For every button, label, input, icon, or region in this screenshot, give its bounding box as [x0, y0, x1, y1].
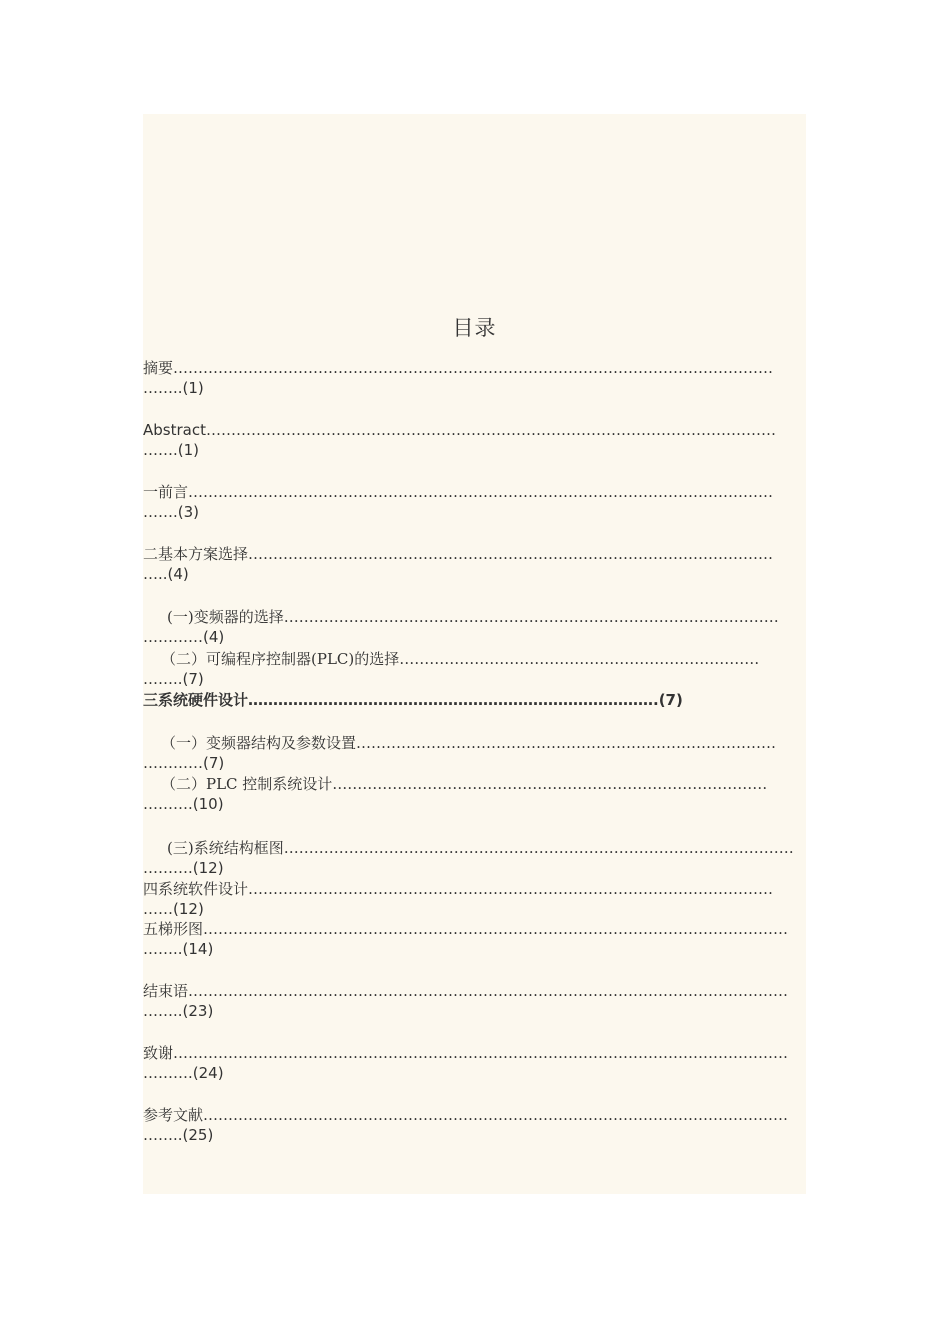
- toc-entry-inverter-structure[interactable]: [143, 733, 806, 773]
- toc-entry-inverter-selection[interactable]: [143, 607, 806, 647]
- toc-entry-label: 结束语…………………………………………………………………………………………………………: [143, 982, 789, 1000]
- toc-entry-page: ……..(25): [143, 1126, 214, 1144]
- toc-entry-page: …………(4): [143, 628, 225, 646]
- toc-entry-summary[interactable]: [143, 358, 806, 398]
- toc-entry-label: 四系统软件设计……………………………………………………………………………………………: [143, 880, 774, 898]
- toc-entry-page: ……..(23): [143, 1002, 214, 1020]
- toc-entry-label: 致谢……………………………………………………………………………………………………………: [143, 1044, 789, 1062]
- toc-entry-page: …………(7): [143, 754, 225, 772]
- toc-entry-page: ……….(24): [143, 1064, 224, 1082]
- toc-entry-label: 参考文献………………………………………………………………………………………………………: [143, 1106, 789, 1124]
- toc-entry-page: ……….(12): [143, 859, 224, 877]
- toc-entry-page: …….(3): [143, 503, 200, 521]
- toc-entry-preface[interactable]: [143, 482, 806, 522]
- toc-entry-label: （一）变频器结构及参数设置…………………………………………………………………………: [161, 734, 777, 752]
- toc-entry-ladder-diagram[interactable]: [143, 919, 806, 959]
- toc-entry-plc-control-design[interactable]: [143, 774, 806, 814]
- toc-entry-page: ……..(7): [143, 670, 204, 688]
- toc-entry-references[interactable]: [143, 1105, 806, 1145]
- toc-entry-page: …..(4): [143, 565, 189, 583]
- toc-entry-hardware-design[interactable]: [143, 690, 806, 710]
- toc-entry-label: Abstract……………………………………………………………………………………………………: [143, 421, 776, 439]
- toc-entry-page: ……..(1): [143, 379, 204, 397]
- toc-entry-label: (一)变频器的选择………………………………………………………………………………………: [167, 608, 779, 626]
- toc-entry-plc-selection[interactable]: [143, 649, 806, 689]
- toc-entry-label: 三系统硬件设计……………………………………………………………………….(7): [143, 691, 683, 709]
- toc-entry-software-design[interactable]: [143, 879, 806, 919]
- toc-entry-label: 二基本方案选择……………………………………………………………………………………………: [143, 545, 774, 563]
- toc-entry-label: 一前言………………………………………………………………………………………………………: [143, 483, 774, 501]
- toc-entry-label: 摘要…………………………………………………………………………………………………………: [143, 359, 774, 377]
- toc-entry-acknowledgement[interactable]: [143, 1043, 806, 1083]
- toc-entry-page: …….(1): [143, 441, 200, 459]
- toc-entry-label: (三)系统结构框图…………………………………………………………………………………………: [167, 839, 794, 857]
- toc-entry-page: ……….(10): [143, 795, 224, 813]
- toc-title: 目录: [452, 316, 497, 340]
- toc-entry-basic-scheme[interactable]: [143, 544, 806, 584]
- toc-entry-page: ……..(14): [143, 940, 214, 958]
- document-page: [143, 114, 806, 1194]
- toc-entry-conclusion[interactable]: [143, 981, 806, 1021]
- toc-entry-block-diagram[interactable]: [143, 838, 806, 878]
- toc-entry-label: （二）可编程序控制器(PLC)的选择………………………………………………………………: [161, 650, 760, 668]
- toc-entry-label: 五梯形图………………………………………………………………………………………………………: [143, 920, 789, 938]
- toc-entry-abstract[interactable]: [143, 420, 806, 460]
- toc-entry-label: （二）PLC 控制系统设计……………………………………………………………………………: [161, 775, 768, 793]
- toc-entry-page: ……(12): [143, 900, 204, 918]
